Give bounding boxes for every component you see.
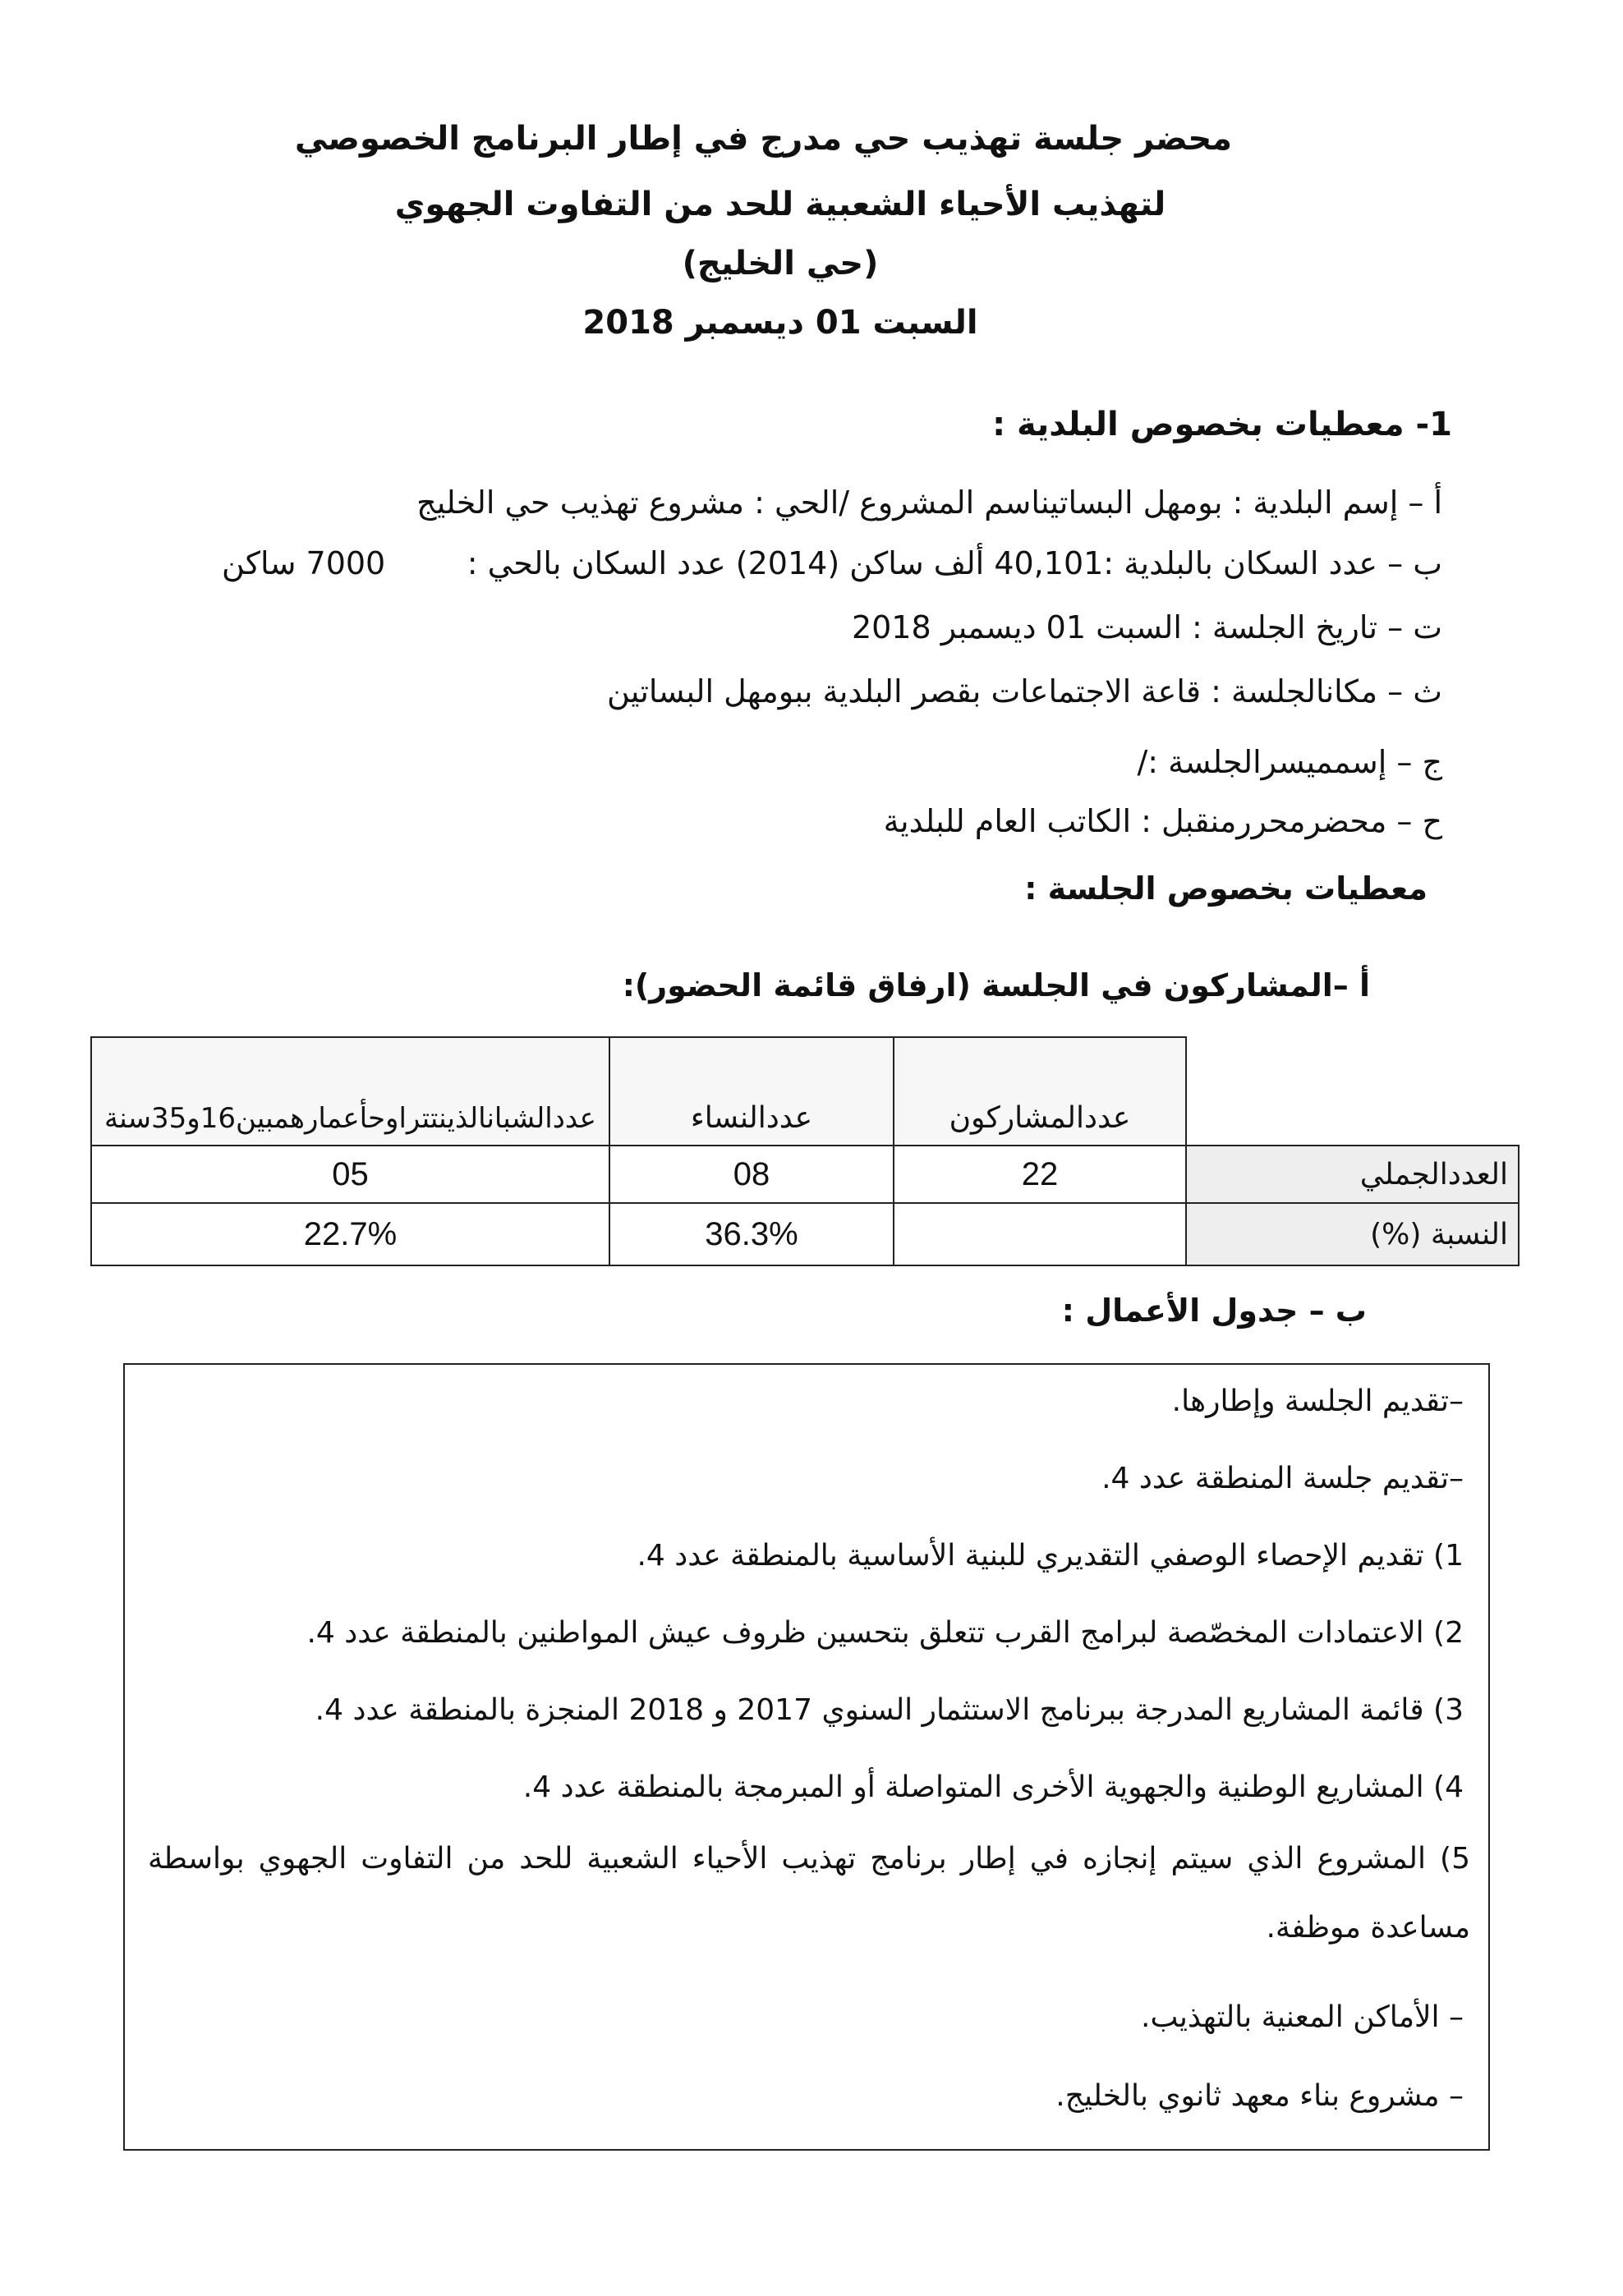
agenda-item: 4) المشاريع الوطنية والجهوية الأخرى المتواصلة أو المبرمجة بالمنطقة عدد 4. — [522, 1770, 1464, 1804]
percentage-women-value: 36.3% — [609, 1203, 894, 1265]
row-label-percentage: النسبة (%) — [1186, 1203, 1519, 1265]
percentage-youth-value: 22.7% — [91, 1203, 609, 1265]
agenda-box — [123, 1363, 1490, 2151]
session-place-line: ث – مكانالجلسة : قاعة الاجتماعات بقصر البلدية ببومهل البساتين — [606, 673, 1442, 709]
minutes-writer-line: ح – محضرمحررمنقبل : الكاتب العام للبلدية — [883, 803, 1442, 839]
population-line: ب – عدد السكان بالبلدية :40,101 ألف ساكن (2014) عدد السكان بالحي : — [467, 545, 1442, 581]
column-header-participants: عددالمشاركون — [894, 1037, 1186, 1146]
total-women-value: 08 — [609, 1146, 894, 1203]
agenda-item: 5) المشروع الذي سيتم إنجازه في إطار برنامج تهذيب الأحياء الشعبية للحد من التفاوت الجهوي بواسطة مساعدة موظفة. — [148, 1842, 1470, 1945]
section-1-heading: 1- معطيات بخصوص البلدية : — [992, 406, 1452, 443]
agenda-heading: ب – جدول الأعمال : — [1061, 1293, 1367, 1329]
participants-heading: أ –المشاركون في الجلسة (ارفاق قائمة الحضور): — [622, 967, 1370, 1003]
agenda-item: –تقديم الجلسة وإطارها. — [1171, 1384, 1464, 1418]
document-title-neighborhood: (حي الخليج) — [682, 245, 879, 282]
document-title-line-2: لتهذيب الأحياء الشعبية للحد من التفاوت الجهوي — [394, 186, 1166, 223]
agenda-item: – الأماكن المعنية بالتهذيب. — [1141, 2000, 1464, 2034]
column-header-youth: عددالشبانالذينتتراوحأعمارهمبين16و35سنة — [91, 1037, 609, 1146]
column-header-women: عددالنساء — [609, 1037, 894, 1146]
percentage-participants-value — [894, 1203, 1186, 1265]
document-date: السبت 01 ديسمبر 2018 — [582, 304, 978, 342]
table-corner-cell — [1186, 1037, 1519, 1146]
agenda-item: 2) الاعتمادات المخصّصة لبرامج القرب تتعلق بتحسين ظروف عيش المواطنين بالمنطقة عدد 4. — [306, 1616, 1464, 1650]
agenda-item: 1) تقديم الإحصاء الوصفي التقديري للبنية الأساسية بالمنطقة عدد 4. — [637, 1539, 1464, 1573]
session-data-heading: معطيات بخصوص الجلسة : — [1024, 870, 1428, 907]
participants-table — [90, 1036, 1520, 1266]
neighborhood-population-value: 7000 ساكن — [222, 545, 386, 581]
table-row — [91, 1203, 1519, 1265]
agenda-item: – مشروع بناء معهد ثانوي بالخليج. — [1055, 2079, 1464, 2113]
session-facilitator-line: ج – إسمميسرالجلسة :/ — [1137, 744, 1442, 780]
participants-table-header-row — [91, 1037, 1519, 1146]
agenda-item: –تقديم جلسة المنطقة عدد 4. — [1101, 1462, 1464, 1495]
agenda-item: 3) قائمة المشاريع المدرجة ببرنامج الاستثمار السنوي 2017 و 2018 المنجزة بالمنطقة عدد 4. — [315, 1693, 1464, 1727]
row-label-total: العددالجملي — [1186, 1146, 1519, 1203]
table-row — [91, 1146, 1519, 1203]
document-title-line-1: محضر جلسة تهذيب حي مدرج في إطار البرنامج الخصوصي — [294, 120, 1232, 158]
municipality-name-line: أ – إسم البلدية : بومهل البساتيناسم المشروع /الحي : مشروع تهذيب حي الخليج — [416, 484, 1442, 521]
total-youth-value: 05 — [91, 1146, 609, 1203]
session-date-line: ت – تاريخ الجلسة : السبت 01 ديسمبر 2018 — [851, 609, 1442, 645]
total-participants-value: 22 — [894, 1146, 1186, 1203]
